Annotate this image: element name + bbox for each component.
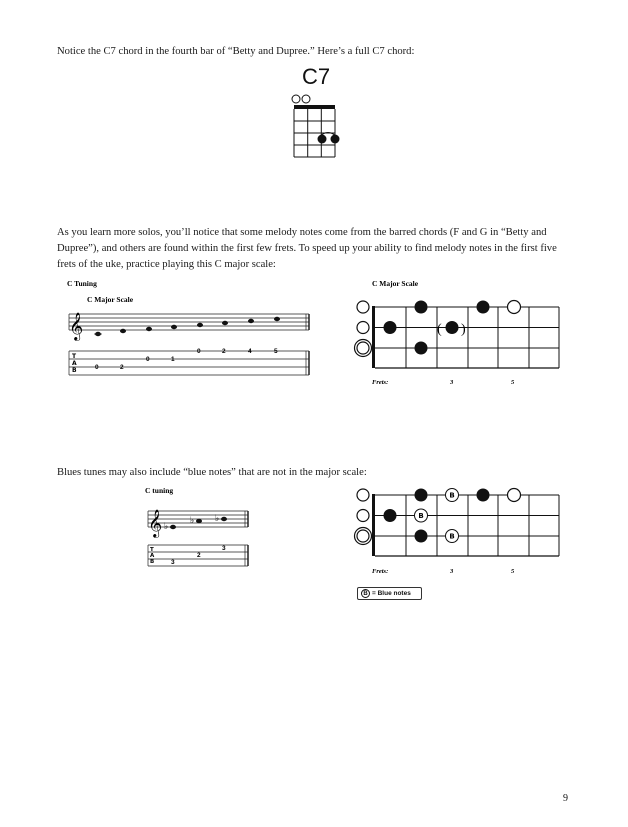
tab-number: 2 — [120, 364, 124, 371]
paragraph-c7-intro: Notice the C7 chord in the fourth bar of “Betty and Dupree.” Here’s a full C7 chord: — [57, 45, 415, 57]
blue-note-label: B — [418, 512, 424, 520]
treble-clef: 𝄞 — [69, 312, 84, 340]
tab-clef: A — [72, 360, 77, 367]
scale-note — [477, 489, 490, 502]
tab-clef: B — [150, 559, 155, 565]
note — [170, 525, 176, 529]
fretboard-title: C Major Scale — [372, 279, 419, 288]
c7-chord-diagram — [285, 90, 345, 160]
frets-label: Frets: — [372, 379, 389, 386]
tab-number: 0 — [95, 364, 99, 371]
tab-number: 3 — [222, 545, 226, 552]
note — [274, 317, 280, 321]
flat-sign: ♭ — [190, 516, 195, 526]
tab-number: 2 — [222, 348, 226, 355]
legend-text: = Blue notes — [372, 590, 411, 597]
chord-name: C7 — [301, 64, 331, 89]
note — [248, 319, 254, 323]
c-major-scale-notation — [63, 278, 313, 378]
scale-note — [477, 301, 490, 314]
open-string-marker — [357, 489, 369, 501]
tab-number: 1 — [171, 356, 175, 363]
blue-note-icon: B — [361, 589, 370, 598]
tab-number: 3 — [171, 559, 175, 566]
paragraph-blue-notes: Blues tunes may also include “blue notes” that are not in the major scale: — [57, 466, 367, 478]
note — [146, 327, 152, 331]
tab-number: 2 — [197, 552, 201, 559]
scale-note — [415, 489, 428, 502]
finger-dot — [331, 135, 340, 144]
note — [222, 321, 228, 325]
open-string-marker — [357, 530, 369, 542]
paragraph-scale-intro: As you learn more solos, you’ll notice that some melody notes come from the barred chords (F and G in “Betty and Dupree”), and others are found within the first few frets. To speed up your ability to find melody notes in the first five frets of the uke, practice playing this C major scale: — [57, 226, 557, 270]
open-note — [508, 301, 521, 314]
scale-note — [415, 342, 428, 355]
fretboard-nut — [372, 306, 375, 368]
open-string-marker — [357, 322, 369, 334]
fretboard-nut — [372, 494, 375, 556]
tuning-label: C tuning — [145, 486, 174, 495]
tab-clef: T — [150, 547, 154, 553]
fret-mark: 5 — [511, 379, 515, 386]
frets-label: Frets: — [372, 568, 389, 575]
tab-number: 0 — [146, 356, 150, 363]
tuning-label: C Tuning — [67, 279, 97, 288]
tab-clef: T — [72, 353, 77, 360]
open-string-marker — [302, 95, 310, 103]
page-number: 9 — [563, 793, 568, 804]
open-string-marker — [357, 510, 369, 522]
flat-sign: ♭ — [215, 514, 220, 524]
scale-note — [415, 301, 428, 314]
fret-mark: 3 — [450, 568, 454, 575]
tab-number: 4 — [248, 348, 252, 355]
open-note — [508, 489, 521, 502]
fret-mark: 3 — [450, 379, 454, 386]
open-string-marker — [292, 95, 300, 103]
note — [171, 325, 177, 329]
scale-note-optional — [446, 321, 459, 334]
blue-note-label: B — [449, 532, 455, 541]
scale-note — [384, 321, 397, 334]
blue-notes-notation — [142, 485, 252, 575]
tab-number: 5 — [274, 348, 278, 355]
note — [221, 517, 227, 521]
chord-nut — [294, 105, 335, 109]
fret-mark: 5 — [511, 568, 515, 575]
blue-note-label: B — [449, 491, 455, 500]
paren-left: ( — [437, 322, 442, 337]
flat-sign: ♭ — [164, 522, 169, 532]
tab-number: 0 — [197, 348, 201, 355]
open-string-marker — [357, 301, 369, 313]
finger-dot — [318, 135, 327, 144]
paren-right: ) — [461, 322, 466, 337]
treble-clef: 𝄞 — [148, 509, 163, 537]
note — [196, 519, 202, 523]
note — [120, 329, 126, 333]
tab-clef: B — [72, 367, 77, 374]
scale-note — [415, 530, 428, 543]
scale-note — [384, 509, 397, 522]
tab-clef: A — [150, 553, 155, 559]
scale-title: C Major Scale — [87, 295, 134, 304]
c-major-scale-fretboard — [350, 278, 565, 388]
open-string-marker — [357, 342, 369, 354]
blue-notes-fretboard — [350, 485, 565, 580]
note — [197, 323, 203, 327]
blue-notes-legend — [357, 587, 422, 600]
